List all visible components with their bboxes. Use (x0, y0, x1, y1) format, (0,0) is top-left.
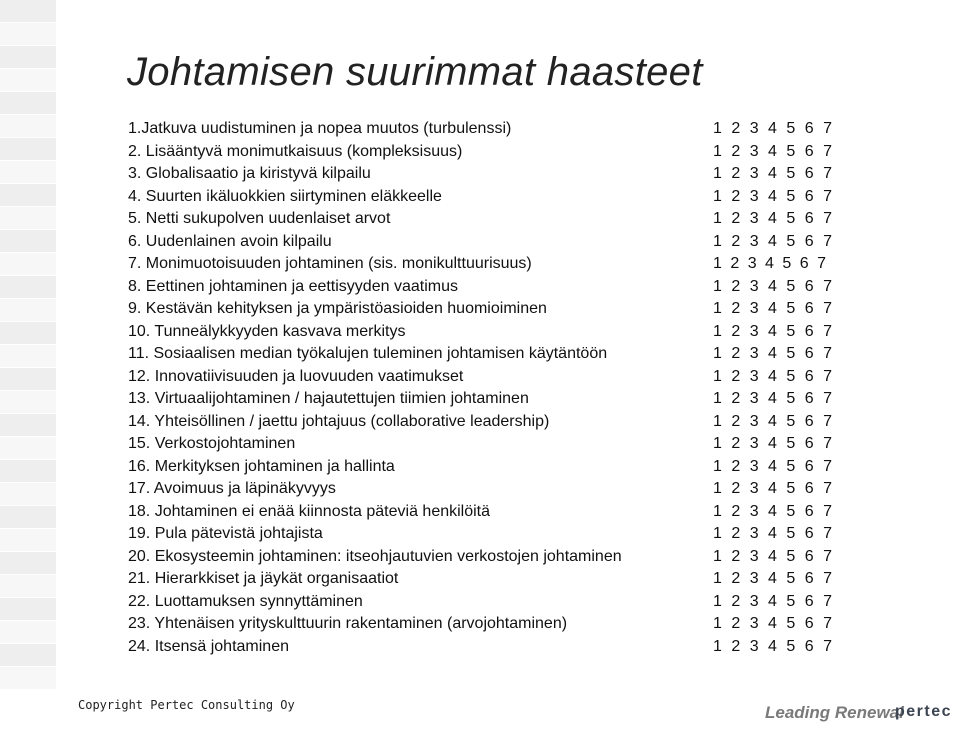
item-label: 9. Kestävän kehityksen ja ympäristöasioiden huomioiminen (128, 300, 547, 317)
list-item (128, 478, 868, 501)
rating-scale: 1 2 3 4 5 6 7 (713, 165, 833, 182)
rating-scale: 1 2 3 4 5 6 7 (713, 255, 827, 272)
item-label: 8. Eettinen johtaminen ja eettisyyden vaatimus (128, 277, 458, 295)
list-item (128, 591, 868, 614)
item-label: 21. Hierarkkiset ja jäykät organisaatiot (128, 570, 399, 587)
item-label: 14. Yhteisöllinen / jaettu johtajuus (collaborative leadership) (128, 412, 550, 430)
rating-scale: 1 2 3 4 5 6 7 (713, 412, 833, 430)
rating-scale: 1 2 3 4 5 6 7 (713, 637, 833, 655)
rating-scale: 1 2 3 4 5 6 7 (713, 232, 833, 250)
list-item (128, 118, 868, 141)
rating-scale: 1 2 3 4 5 6 7 (713, 277, 833, 295)
rating-scale: 1 2 3 4 5 6 7 (713, 210, 833, 227)
item-label: 11. Sosiaalisen median työkalujen tuleminen johtamisen käytäntöön (128, 345, 608, 362)
page-title: Johtamisen suurimmat haasteet (127, 50, 703, 94)
item-label: 10. Tunneälykkyyden kasvava merkitys (128, 322, 406, 340)
item-label: 4. Suurten ikäluokkien siirtyminen eläkkeelle (128, 187, 442, 205)
rating-scale: 1 2 3 4 5 6 7 (713, 300, 833, 317)
item-label: 7. Monimuotoisuuden johtaminen (sis. monikulttuurisuus) (128, 255, 532, 272)
item-label: 20. Ekosysteemin johtaminen: itseohjautuvien verkostojen johtaminen (128, 547, 622, 565)
list-item (128, 366, 868, 389)
item-label: 1.Jatkuva uudistuminen ja nopea muutos (turbulenssi) (128, 120, 512, 137)
item-label: 13. Virtuaalijohtaminen / hajautettujen tiimien johtaminen (128, 390, 529, 407)
list-item (128, 163, 868, 186)
item-label: 18. Johtaminen ei enää kiinnosta päteviä henkilöitä (128, 502, 491, 520)
list-item (128, 433, 868, 456)
rating-scale: 1 2 3 4 5 6 7 (713, 345, 833, 362)
list-item (128, 388, 868, 411)
rating-scale: 1 2 3 4 5 6 7 (713, 435, 833, 452)
item-label: 2. Lisääntyvä monimutkaisuus (kompleksisuus) (128, 142, 463, 160)
item-label: 19. Pula pätevistä johtajista (128, 525, 323, 542)
pertec-logo: pertec (895, 703, 953, 720)
item-label: 16. Merkityksen johtaminen ja hallinta (128, 457, 395, 475)
item-label: 17. Avoimuus ja läpinäkyvyys (128, 480, 336, 497)
list-item (128, 613, 868, 636)
rating-scale: 1 2 3 4 5 6 7 (713, 367, 833, 385)
item-label: 23. Yhtenäisen yrityskulttuurin rakentaminen (arvojohtaminen) (128, 615, 568, 632)
rating-scale: 1 2 3 4 5 6 7 (713, 502, 833, 520)
item-label: 12. Innovatiivisuuden ja luovuuden vaatimukset (128, 367, 464, 385)
list-item (128, 321, 868, 344)
item-label: 24. Itsensä johtaminen (128, 637, 289, 655)
rating-scale: 1 2 3 4 5 6 7 (713, 547, 833, 565)
rating-scale: 1 2 3 4 5 6 7 (713, 390, 833, 407)
rating-scale: 1 2 3 4 5 6 7 (713, 525, 833, 542)
rating-scale: 1 2 3 4 5 6 7 (713, 592, 833, 610)
rating-scale: 1 2 3 4 5 6 7 (713, 457, 833, 475)
item-label: 5. Netti sukupolven uudenlaiset arvot (128, 210, 391, 227)
list-item (128, 298, 868, 321)
item-label: 6. Uudenlainen avoin kilpailu (128, 232, 332, 250)
brand-tagline: Leading Renewal (765, 703, 904, 722)
list-item (128, 276, 868, 299)
item-label: 22. Luottamuksen synnyttäminen (128, 592, 363, 610)
list-item (128, 186, 868, 209)
rating-scale: 1 2 3 4 5 6 7 (713, 480, 833, 497)
list-item (128, 343, 868, 366)
rating-scale: 1 2 3 4 5 6 7 (713, 187, 833, 205)
list-item (128, 208, 868, 231)
list-item (128, 568, 868, 591)
rating-scale: 1 2 3 4 5 6 7 (713, 615, 833, 632)
list-item (128, 231, 868, 254)
list-item (128, 501, 868, 524)
list-item (128, 411, 868, 434)
list-item (128, 523, 868, 546)
rating-scale: 1 2 3 4 5 6 7 (713, 322, 833, 340)
copyright-text: Copyright Pertec Consulting Oy (78, 698, 295, 712)
rating-scale: 1 2 3 4 5 6 7 (713, 120, 833, 137)
item-label: 3. Globalisaatio ja kiristyvä kilpailu (128, 165, 371, 182)
list-item (128, 636, 868, 659)
list-item (128, 456, 868, 479)
list-item (128, 546, 868, 569)
rating-scale: 1 2 3 4 5 6 7 (713, 570, 833, 587)
item-label: 15. Verkostojohtaminen (128, 435, 296, 452)
rating-scale: 1 2 3 4 5 6 7 (713, 142, 833, 160)
decorative-sidebar-stripes (0, 0, 56, 690)
challenge-list (128, 118, 868, 658)
list-item (128, 253, 868, 276)
list-item (128, 141, 868, 164)
